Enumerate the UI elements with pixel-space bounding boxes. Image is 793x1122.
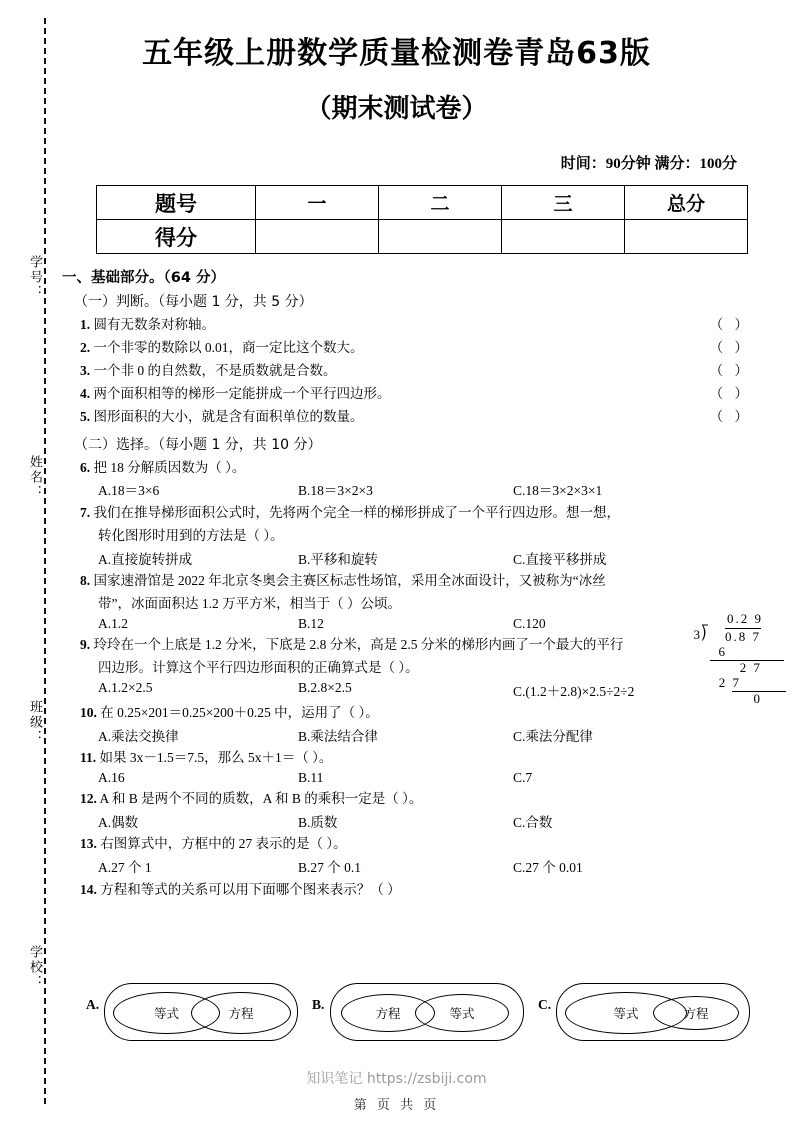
option-c[interactable]: C.120 xyxy=(513,615,546,631)
question-number: 13. xyxy=(80,836,97,852)
score-cell-total[interactable] xyxy=(624,220,747,254)
venn-ellipse-c-left: 等式 xyxy=(565,992,687,1034)
option-a[interactable]: A.乘法交换律 xyxy=(98,728,179,744)
question-text: 玲玲在一个上底是 1.2 分米，下底是 2.8 分米，高是 2.5 分米的梯形内画了一个最大的平行 xyxy=(93,637,624,653)
score-header-1: 一 xyxy=(255,186,378,220)
option-c[interactable]: C.直接平移拼成 xyxy=(513,551,607,567)
score-table xyxy=(96,185,748,254)
question-number: 3. xyxy=(80,362,91,378)
score-header-total: 总分 xyxy=(624,186,747,220)
venn-label-b: B. xyxy=(312,997,325,1012)
page-title: 五年级上册数学质量检测卷青岛63版 xyxy=(142,36,651,71)
footer-page-number: 第 页 共 页 xyxy=(353,1098,440,1113)
question-7 xyxy=(80,503,752,523)
side-label-student-id: 学号： xyxy=(28,255,43,300)
option-c[interactable]: C.18＝3×2×3×1 xyxy=(513,483,603,499)
question-number: 10. xyxy=(80,705,97,721)
option-a[interactable]: A.18＝3×6 xyxy=(98,483,160,499)
score-header-label: 题号 xyxy=(97,186,256,220)
venn-ellipse-b-left: 方程 xyxy=(341,994,435,1032)
option-a[interactable]: A.偶数 xyxy=(98,814,139,830)
table-row xyxy=(97,186,748,220)
score-header-3: 三 xyxy=(501,186,624,220)
division-step-3: 2 7 xyxy=(718,674,741,690)
question-9-options xyxy=(98,680,752,700)
question-7-options xyxy=(98,548,752,568)
option-c[interactable]: C.乘法分配律 xyxy=(513,728,593,744)
question-text: 把 18 分解质因数为（ ）。 xyxy=(93,459,246,475)
division-dividend: 0.8 7 xyxy=(725,628,761,644)
venn-frame-b xyxy=(330,983,524,1041)
score-row-label: 得分 xyxy=(97,220,256,254)
question-text: 如果 3x－1.5＝7.5，那么 5x＋1＝（ ）。 xyxy=(99,750,333,766)
exam-content xyxy=(62,264,752,899)
question-text: 方程和等式的关系可以用下面哪个图来表示？（ ） xyxy=(100,881,401,897)
question-text: 两个面积相等的梯形一定能拼成一个平行四边形。 xyxy=(93,385,391,401)
question-13-options xyxy=(98,856,752,876)
question-11-options xyxy=(98,770,752,786)
venn-label-a: A. xyxy=(86,997,100,1012)
question-text: 我们在推导梯形面积公式时，先将两个完全一样的梯形拼成了一个平行四边形。想一想， xyxy=(93,504,620,520)
venn-frame-a xyxy=(104,983,298,1041)
option-c[interactable]: C.27 个 0.01 xyxy=(513,860,583,875)
venn-label-c: C. xyxy=(538,997,552,1012)
question-number: 9. xyxy=(80,637,91,653)
answer-blank[interactable]: （ ） xyxy=(709,316,752,332)
question-13 xyxy=(80,834,752,854)
option-c[interactable]: C.合数 xyxy=(513,814,553,830)
score-cell-3[interactable] xyxy=(501,220,624,254)
score-cell-2[interactable] xyxy=(378,220,501,254)
question-5 xyxy=(80,407,752,427)
question-2 xyxy=(80,338,752,358)
page-subtitle: （期末测试卷） xyxy=(305,94,488,124)
question-number: 2. xyxy=(80,339,91,355)
question-12-options xyxy=(98,811,752,831)
question-9 xyxy=(80,635,752,655)
option-b[interactable]: B.质数 xyxy=(298,814,338,830)
question-6-options xyxy=(98,479,752,499)
option-b[interactable]: B.2.8×2.5 xyxy=(298,679,352,695)
long-division-figure xyxy=(668,612,763,707)
question-6 xyxy=(80,458,752,478)
question-8-line2: 带”，冰面面积达 1.2 万平方米，相当于（ ）公顷。 xyxy=(98,596,401,612)
question-number: 7. xyxy=(80,504,91,520)
option-b[interactable]: B.18＝3×2×3 xyxy=(298,483,373,499)
option-a[interactable]: A.1.2 xyxy=(98,615,128,631)
option-a[interactable]: A.直接旋转拼成 xyxy=(98,551,193,567)
question-text: 在 0.25×201＝0.25×200＋0.25 中，运用了（ ）。 xyxy=(100,705,379,721)
question-text: 一个非零的数除以 0.01，商一定比这个数大。 xyxy=(93,339,364,355)
division-step-2: 2 7 xyxy=(710,660,784,676)
score-cell-1[interactable] xyxy=(255,220,378,254)
option-b[interactable]: B.27 个 0.1 xyxy=(298,860,362,875)
question-7-line2: 转化图形时用到的方法是（ ）。 xyxy=(98,527,284,543)
question-number: 1. xyxy=(80,316,91,332)
question-number: 6. xyxy=(80,459,91,475)
division-remainder: 0 xyxy=(732,691,786,707)
venn-ellipse-b-right: 等式 xyxy=(415,994,509,1032)
question-number: 14. xyxy=(80,881,97,897)
exam-meta: 时间：90分钟 满分：100分 xyxy=(560,156,737,172)
question-text: A 和 B 是两个不同的质数，A 和 B 的乘积一定是（ ）。 xyxy=(99,791,423,807)
question-number: 12. xyxy=(80,791,97,807)
question-10-options xyxy=(98,725,752,745)
subsection-heading-choice: （二）选择。（每小题 1 分，共 10 分） xyxy=(74,437,322,454)
question-11 xyxy=(80,748,752,768)
question-text: 一个非 0 的自然数，不是质数就是合数。 xyxy=(93,362,337,378)
option-a[interactable]: A.16 xyxy=(98,769,125,785)
option-c[interactable]: C.7 xyxy=(513,769,533,785)
question-number: 11. xyxy=(80,750,97,766)
question-8 xyxy=(80,571,752,591)
section-heading-basic: 一、基础部分。（64 分） xyxy=(62,270,225,286)
venn-ellipse-c-right: 方程 xyxy=(653,996,739,1030)
venn-frame-c xyxy=(556,983,750,1041)
side-label-name: 姓名： xyxy=(28,455,43,500)
option-b[interactable]: B.平移和旋转 xyxy=(298,551,378,567)
question-number: 4. xyxy=(80,385,91,401)
option-c[interactable]: C.(1.2＋2.8)×2.5÷2÷2 xyxy=(513,683,635,699)
score-header-2: 二 xyxy=(378,186,501,220)
question-1 xyxy=(80,315,752,335)
question-9-line2: 四边形。计算这个平行四边形面积的正确算式是（ ）。 xyxy=(98,660,419,676)
table-row xyxy=(97,220,748,254)
question-4 xyxy=(80,384,752,404)
question-8-options xyxy=(98,616,752,632)
answer-blank[interactable]: （ ） xyxy=(709,385,752,401)
division-quotient: 0.2 9 xyxy=(727,611,763,626)
question-10 xyxy=(80,703,752,723)
division-bracket-icon: ⟌ xyxy=(701,624,708,644)
venn-options-group xyxy=(86,983,746,1055)
division-divisor: 3 xyxy=(693,626,700,642)
side-label-school: 学校： xyxy=(28,945,43,990)
answer-blank[interactable]: （ ） xyxy=(709,408,752,424)
question-text: 右图算式中，方框中的 27 表示的是（ ）。 xyxy=(100,836,347,852)
side-label-class: 班级： xyxy=(28,700,43,745)
venn-ellipse-a-right: 方程 xyxy=(191,992,291,1034)
question-number: 8. xyxy=(80,573,91,588)
option-a[interactable]: A.1.2×2.5 xyxy=(98,679,153,695)
footer-watermark: 知识笔记 https://zsbiji.com xyxy=(306,1071,487,1087)
option-a[interactable]: A.27 个 1 xyxy=(98,860,152,875)
question-14 xyxy=(80,880,752,900)
division-step-1: 6 xyxy=(718,643,727,659)
answer-blank[interactable]: （ ） xyxy=(709,362,752,378)
question-text: 图形面积的大小，就是含有面积单位的数量。 xyxy=(93,408,364,424)
venn-ellipse-a-left: 等式 xyxy=(113,992,220,1034)
answer-blank[interactable]: （ ） xyxy=(709,339,752,355)
question-3 xyxy=(80,361,752,381)
question-12 xyxy=(80,789,752,809)
question-text: 圆有无数条对称轴。 xyxy=(93,316,215,332)
side-label-group xyxy=(26,0,54,1122)
option-b[interactable]: B.乘法结合律 xyxy=(298,728,378,744)
option-b[interactable]: B.12 xyxy=(298,615,324,631)
question-number: 5. xyxy=(80,408,91,424)
option-b[interactable]: B.11 xyxy=(298,769,324,785)
question-text: 国家速滑馆是 2022 年北京冬奥会主赛区标志性场馆，采用全冰面设计，又被称为“冰丝 xyxy=(93,573,606,588)
subsection-heading-judge: （一）判断。（每小题 1 分，共 5 分） xyxy=(74,294,313,310)
